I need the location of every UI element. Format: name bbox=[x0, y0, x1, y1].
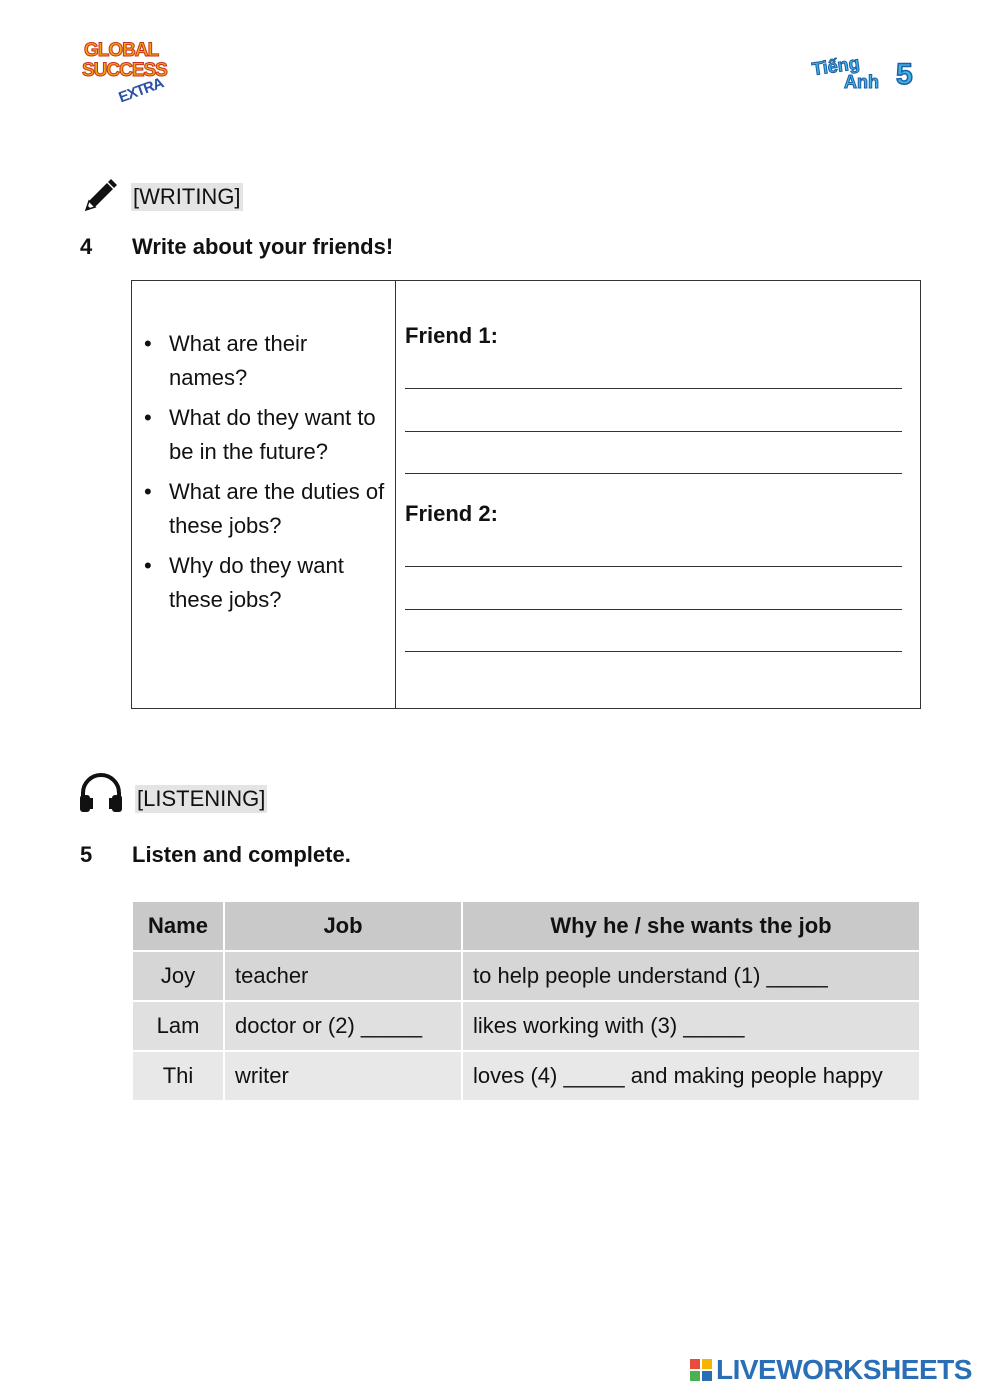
question-number-4: 4 bbox=[80, 234, 93, 259]
global-success-extra-logo bbox=[80, 36, 180, 108]
cell-name: Thi bbox=[133, 1052, 223, 1102]
listening-table bbox=[131, 902, 921, 1102]
prompt-item: • Why do they want these jobs? bbox=[142, 549, 387, 617]
logo-word-2: Anh bbox=[844, 72, 879, 92]
writing-table bbox=[131, 280, 921, 709]
prompt-item: • What do they want to be in the future? bbox=[142, 401, 387, 469]
cell-job: teacher bbox=[225, 952, 461, 1002]
listening-section-label: [LISTENING] bbox=[137, 786, 266, 811]
logo-line-3: EXTRA bbox=[116, 74, 166, 107]
cell-job-blank-2[interactable]: doctor or (2) _____ bbox=[225, 1002, 461, 1052]
cell-reason-blank-1[interactable]: to help people understand (1) _____ bbox=[463, 952, 919, 1002]
logo-line-2: SUCCESS bbox=[82, 60, 167, 81]
friend-1-answer-line-2[interactable] bbox=[405, 431, 902, 432]
liveworksheets-blocks-icon bbox=[690, 1359, 712, 1381]
friend-1-answer-line-1[interactable] bbox=[405, 388, 902, 389]
question-title-4: Write about your friends! bbox=[132, 234, 394, 259]
prompt-item: • What are their names? bbox=[142, 327, 387, 395]
liveworksheets-logo[interactable] bbox=[690, 1354, 972, 1386]
table-row bbox=[133, 952, 919, 1002]
friend-2-answer-line-1[interactable] bbox=[405, 566, 902, 567]
table-divider bbox=[395, 281, 396, 708]
cell-reason-blank-4[interactable]: loves (4) _____ and making people happy bbox=[463, 1052, 919, 1102]
prompt-list bbox=[142, 327, 387, 623]
friend-1-label: Friend 1: bbox=[405, 323, 498, 348]
header-name: Name bbox=[133, 902, 223, 952]
friend-2-answer-line-2[interactable] bbox=[405, 609, 902, 610]
logo-line-1: GLOBAL bbox=[84, 40, 159, 61]
question-title-5: Listen and complete. bbox=[132, 842, 351, 867]
cell-name: Joy bbox=[133, 952, 223, 1002]
cell-name: Lam bbox=[133, 1002, 223, 1052]
cell-job: writer bbox=[225, 1052, 461, 1102]
pencil-icon bbox=[80, 176, 120, 221]
headphones-icon bbox=[78, 771, 124, 818]
table-row bbox=[133, 1052, 919, 1102]
liveworksheets-brand-text: LIVEWORKSHEETS bbox=[716, 1354, 972, 1385]
friend-1-answer-line-3[interactable] bbox=[405, 473, 902, 474]
question-number-5: 5 bbox=[80, 842, 93, 867]
header-reason: Why he / she wants the job bbox=[463, 902, 919, 952]
tieng-anh-5-logo bbox=[812, 54, 922, 98]
writing-section-label: [WRITING] bbox=[133, 184, 241, 209]
logo-word-1: Tiếng bbox=[810, 52, 861, 80]
cell-reason-blank-3[interactable]: likes working with (3) _____ bbox=[463, 1002, 919, 1052]
table-row bbox=[133, 1002, 919, 1052]
table-header-row bbox=[133, 902, 919, 952]
header-job: Job bbox=[225, 902, 461, 952]
friend-2-label: Friend 2: bbox=[405, 501, 498, 526]
prompt-item: • What are the duties of these jobs? bbox=[142, 475, 387, 543]
friend-2-answer-line-3[interactable] bbox=[405, 651, 902, 652]
logo-word-3: 5 bbox=[896, 58, 913, 91]
